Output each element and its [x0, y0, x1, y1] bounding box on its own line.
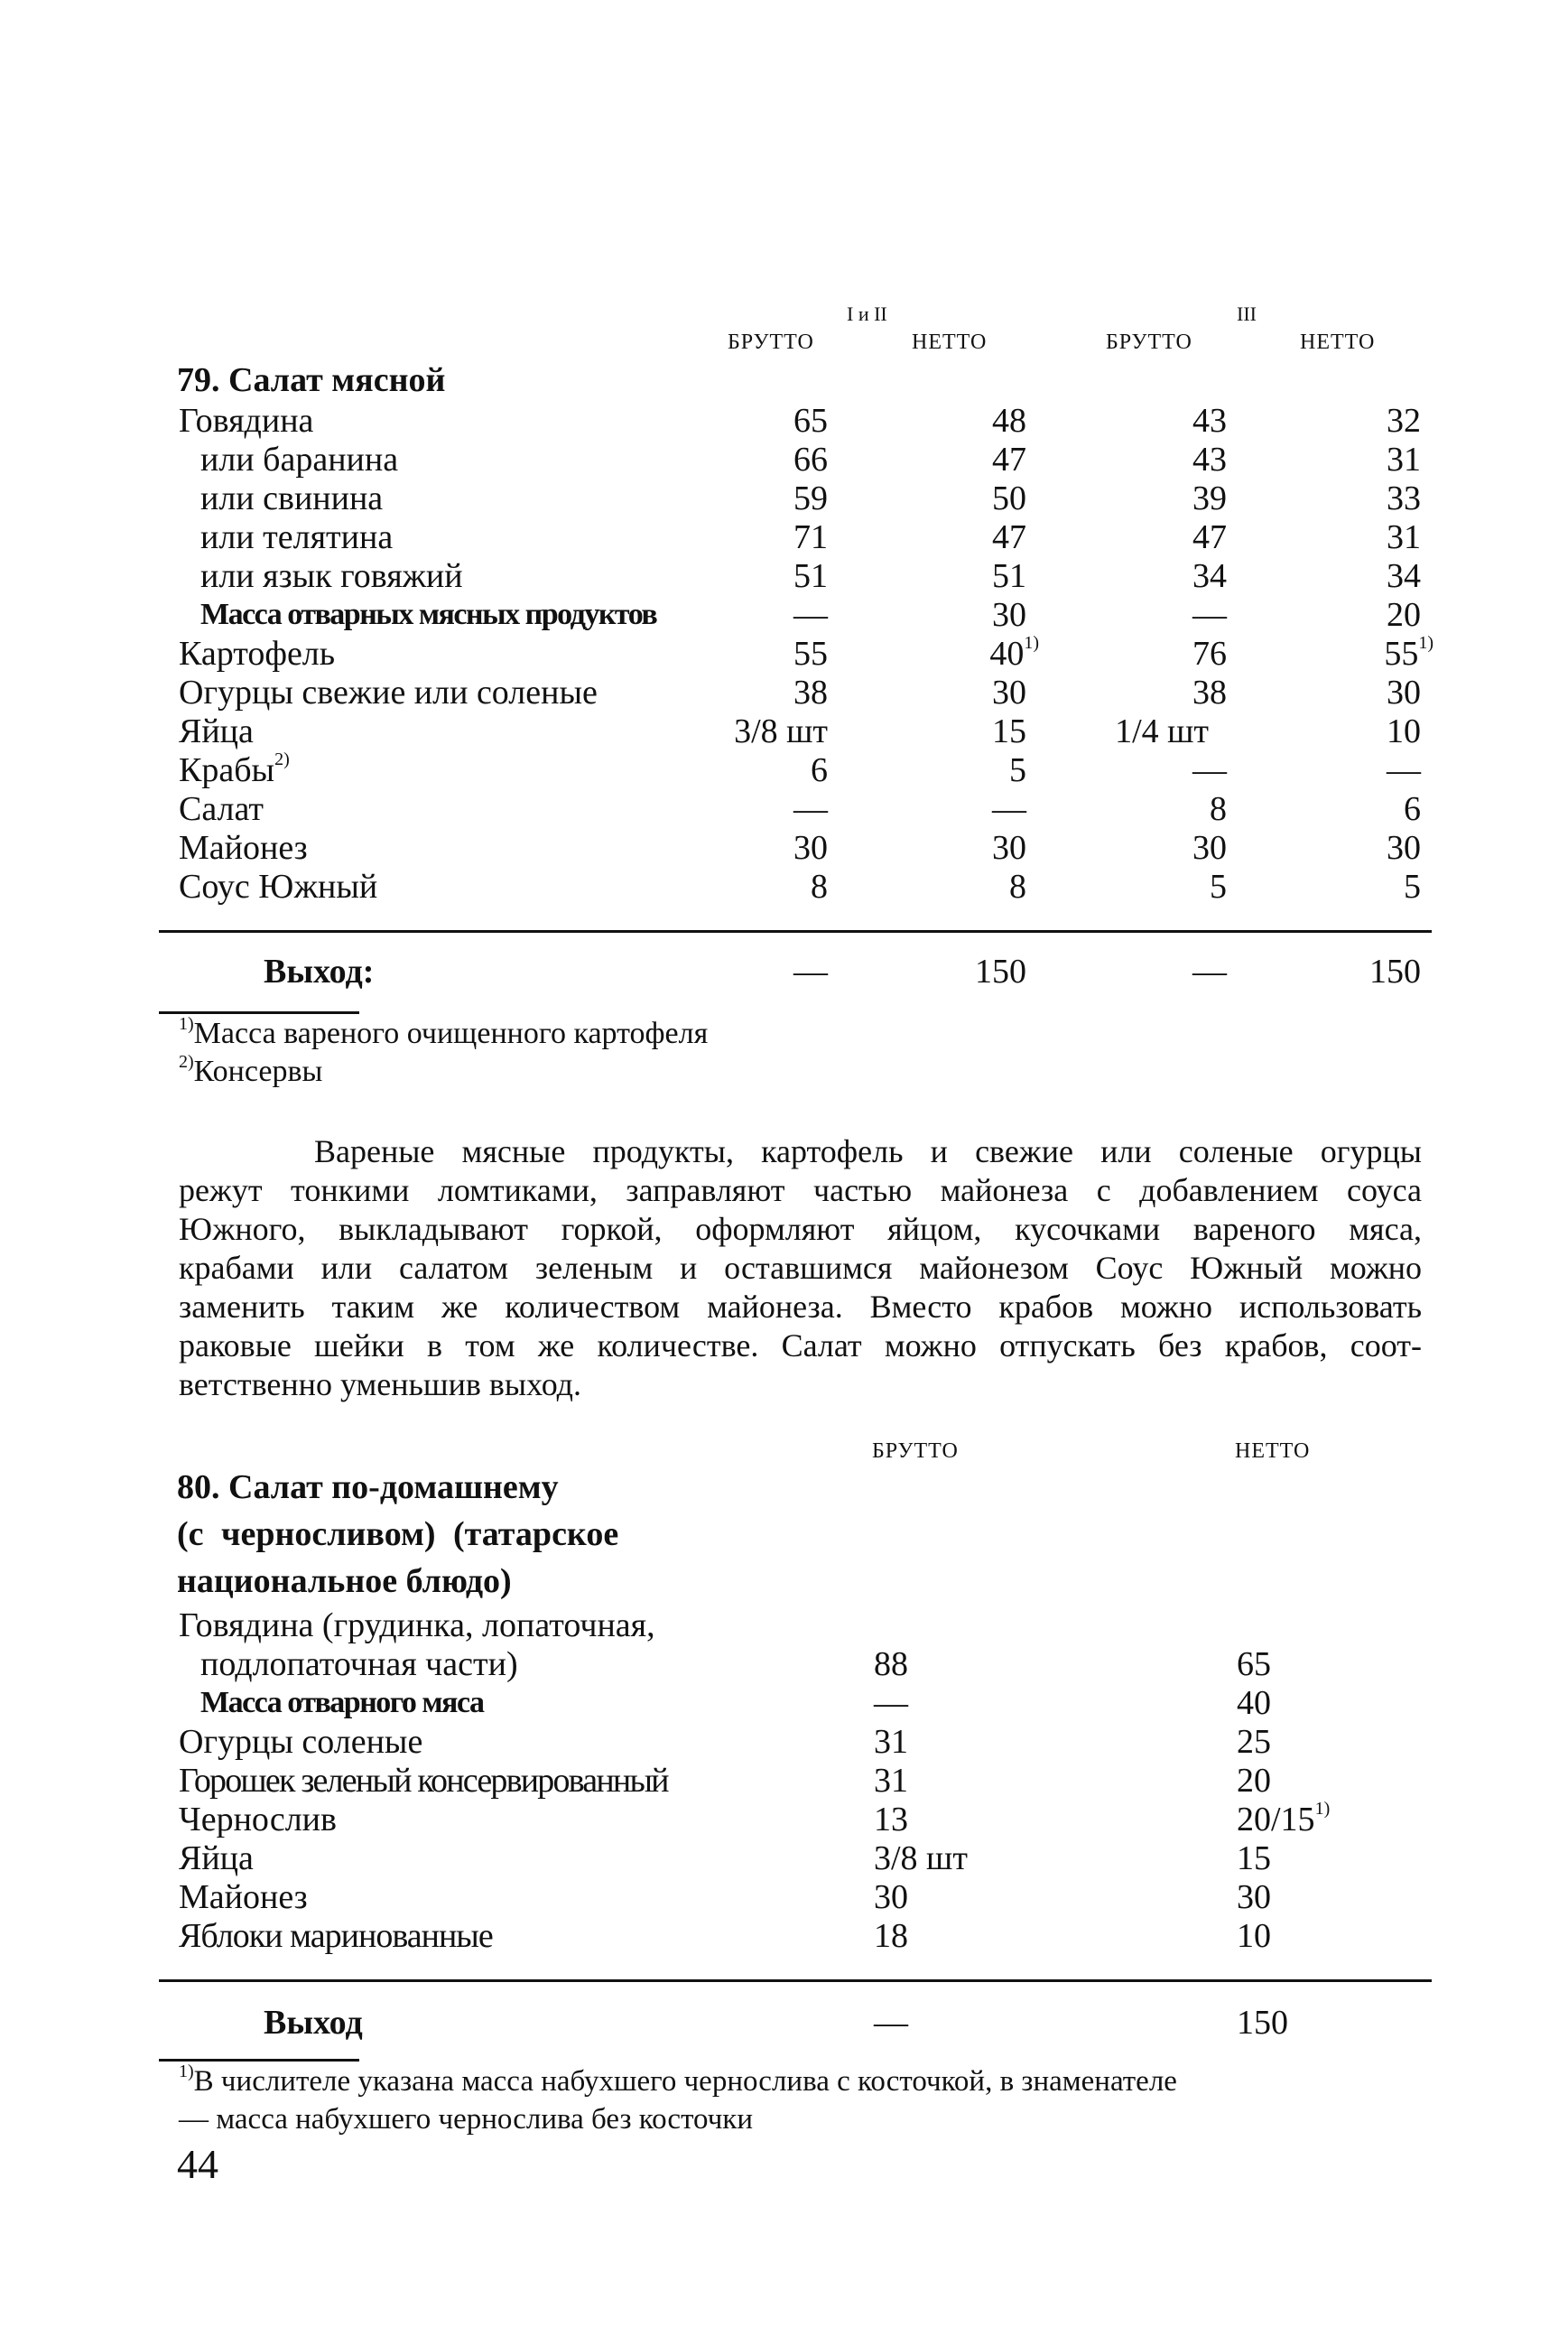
- footnote-ref: 1): [1418, 633, 1433, 653]
- yield-netto-1: 150: [975, 953, 1026, 991]
- recipe-title-line: 80. Салат по-домашнему: [177, 1468, 559, 1506]
- value-netto-2: 34: [1387, 557, 1421, 595]
- value-netto-2: 55$^{1)}$: [1384, 633, 1433, 673]
- footnote-ref: 1): [1024, 633, 1039, 653]
- value-brutto-1: 55: [793, 635, 828, 673]
- table-row: [0, 789, 1568, 829]
- table-rule: [159, 930, 1432, 933]
- ingredient-name: Горошек зеленый консервированный: [179, 1762, 668, 1800]
- column-group-1-2: I и II: [847, 303, 887, 325]
- value-brutto: 13: [874, 1801, 908, 1838]
- table-row: [0, 1800, 1568, 1839]
- ingredient-name: Масса отварного мяса: [200, 1686, 484, 1719]
- table-row: [0, 867, 1568, 907]
- value-netto-1: 5: [1009, 751, 1026, 789]
- footnote: $^{1)}$В числителе указана масса набухшего чернослива с косточкой, в знаменателе: [179, 2062, 1177, 2098]
- paragraph-line: ветственно уменьшив выход.: [179, 1366, 581, 1402]
- value-brutto-1: 59: [793, 479, 828, 517]
- value-netto: 20/15$^{1)}$: [1237, 1799, 1331, 1838]
- column-header-brutto-2: БРУТТО: [1106, 330, 1192, 354]
- value-netto-2: 20: [1387, 596, 1421, 634]
- value-brutto-1: 8: [811, 868, 828, 906]
- table-row: [0, 517, 1568, 557]
- table-row: [0, 401, 1568, 441]
- footnote: $^{1)}$Масса вареного очищенного картофеля: [179, 1014, 709, 1050]
- column-header-netto-1: НЕТТО: [912, 330, 988, 354]
- paragraph-line: режут тонкими ломтиками, заправляют частью майонеза с добавлением соуса: [179, 1172, 1422, 1208]
- value-netto-1: 8: [1009, 868, 1026, 906]
- column-header-netto: НЕТТО: [1235, 1439, 1311, 1463]
- value-netto-1: 51: [992, 557, 1026, 595]
- table-row: [0, 479, 1568, 518]
- value-brutto-2: —: [1192, 751, 1227, 789]
- column-header-netto-2: НЕТТО: [1300, 330, 1376, 354]
- table-rule: [159, 1979, 1432, 1982]
- table-row: [0, 440, 1568, 479]
- value-brutto: 3/8 шт: [874, 1839, 968, 1877]
- ingredient-name: Картофель: [179, 635, 336, 673]
- footnote-ref: 2): [274, 749, 290, 769]
- value-netto: 40: [1237, 1684, 1271, 1722]
- recipe-title-line: национальное блюдо): [177, 1562, 512, 1600]
- table-row: [0, 1877, 1568, 1917]
- yield-label: Выход:: [264, 953, 375, 991]
- value-brutto-2: 39: [1192, 479, 1227, 517]
- value-netto: 15: [1237, 1839, 1271, 1877]
- ingredient-name: Яйца: [179, 1839, 254, 1877]
- value-netto-1: 47: [992, 441, 1026, 479]
- value-brutto: 18: [874, 1917, 908, 1955]
- ingredient-name: подлопаточная части): [200, 1645, 518, 1683]
- value-brutto-2: 34: [1192, 557, 1227, 595]
- value-netto: 25: [1237, 1723, 1271, 1761]
- value-brutto-2: 5: [1210, 868, 1227, 906]
- table-row: [0, 1838, 1568, 1878]
- value-netto-2: 5: [1404, 868, 1421, 906]
- ingredient-name: или баранина: [200, 441, 399, 479]
- value-netto-1: —: [992, 790, 1026, 828]
- paragraph-line: заменить таким же количеством майонеза. Вместо крабов можно использовать: [179, 1289, 1422, 1325]
- ingredient-name: Чернослив: [179, 1801, 337, 1838]
- table-row: [0, 712, 1568, 751]
- value-netto-1: 47: [992, 518, 1026, 556]
- table-row: [0, 1761, 1568, 1801]
- value-brutto-1: 6: [811, 751, 828, 789]
- paragraph-line: Вареные мясные продукты, картофель и свежие или соленые огурцы: [314, 1133, 1422, 1169]
- yield-row: [0, 952, 1568, 991]
- yield-row: [0, 2003, 1568, 2043]
- value-netto: 65: [1237, 1645, 1271, 1683]
- value-netto-1: 30: [992, 596, 1026, 634]
- table-row: [0, 828, 1568, 868]
- value-brutto-2: 43: [1192, 441, 1227, 479]
- yield-brutto-1: —: [793, 953, 828, 991]
- recipe-title-line: (с черносливом) (татарское: [177, 1515, 619, 1553]
- footnote-mark: 1): [179, 2062, 194, 2081]
- value-netto-1: 30: [992, 674, 1026, 712]
- column-group-3: III: [1237, 303, 1257, 325]
- value-brutto-2: 43: [1192, 402, 1227, 440]
- recipe-description: [179, 1132, 1422, 1404]
- value-netto-1: 50: [992, 479, 1026, 517]
- value-netto-2: 31: [1387, 518, 1421, 556]
- value-netto-2: 32: [1387, 402, 1421, 440]
- ingredient-name: Яйца: [179, 712, 254, 750]
- value-netto-2: 30: [1387, 674, 1421, 712]
- value-brutto-1: 30: [793, 829, 828, 867]
- yield-brutto: —: [874, 2004, 908, 2042]
- column-header-brutto: БРУТТО: [872, 1439, 959, 1463]
- value-brutto: 31: [874, 1762, 908, 1800]
- value-brutto-2: 38: [1192, 674, 1227, 712]
- value-netto-1: 15: [992, 712, 1026, 750]
- value-netto-2: 10: [1387, 712, 1421, 750]
- footnote-mark: 2): [179, 1052, 194, 1072]
- value-brutto-1: —: [793, 596, 828, 634]
- value-brutto-1: 51: [793, 557, 828, 595]
- yield-label: Выход: [264, 2004, 363, 2042]
- value-brutto: 31: [874, 1723, 908, 1761]
- footnote: $^{2)}$Консервы: [179, 1052, 323, 1088]
- value-brutto-1: 71: [793, 518, 828, 556]
- ingredient-name: Масса отварных мясных продуктов: [200, 598, 657, 631]
- paragraph-line: крабами или салатом зеленым и оставшимся майонезом Соус Южный можно: [179, 1250, 1422, 1286]
- footnote: — масса набухшего чернослива без косточки: [179, 2103, 753, 2136]
- value-netto-2: 30: [1387, 829, 1421, 867]
- ingredient-name: Яблоки маринованные: [179, 1917, 493, 1955]
- yield-netto-2: 150: [1369, 953, 1421, 991]
- page-number: 44: [177, 2141, 218, 2187]
- paragraph-line: раковые шейки в том же количестве. Салат можно отпускать без крабов, соот-: [179, 1327, 1422, 1364]
- table-row: [0, 1644, 1568, 1684]
- paragraph-line: Южного, выкладывают горкой, оформляют яйцом, кусочками вареного мяса,: [179, 1211, 1422, 1247]
- value-netto-2: —: [1387, 751, 1421, 789]
- footnote-mark: 1): [179, 1014, 194, 1034]
- value-brutto-2: 1/4 шт: [1115, 712, 1209, 750]
- table-row: [0, 1606, 1568, 1645]
- ingredient-name: Говядина: [179, 402, 314, 440]
- ingredient-name: Салат: [179, 790, 264, 828]
- table-row: [0, 1916, 1568, 1956]
- table-row: [0, 673, 1568, 712]
- ingredient-name: или телятина: [200, 518, 394, 556]
- ingredient-name: или язык говяжий: [200, 557, 463, 595]
- yield-netto: 150: [1237, 2004, 1288, 2042]
- value-netto-2: 31: [1387, 441, 1421, 479]
- value-brutto-2: —: [1192, 596, 1227, 634]
- value-netto-1: 40$^{1)}$: [989, 633, 1039, 673]
- value-brutto-1: 65: [793, 402, 828, 440]
- table-row: [0, 750, 1568, 790]
- value-brutto-1: 66: [793, 441, 828, 479]
- value-netto: 30: [1237, 1878, 1271, 1916]
- ingredient-name: Майонез: [179, 829, 308, 867]
- table-row: [0, 556, 1568, 596]
- table-row: [0, 595, 1568, 635]
- value-brutto: —: [874, 1684, 908, 1722]
- value-netto-2: 6: [1404, 790, 1421, 828]
- ingredient-name: Огурцы соленые: [179, 1723, 423, 1761]
- ingredient-name: Огурцы свежие или соленые: [179, 674, 598, 712]
- value-brutto: 88: [874, 1645, 908, 1683]
- table-row: [0, 1683, 1568, 1723]
- value-brutto-2: 76: [1192, 635, 1227, 673]
- value-brutto-1: 38: [793, 674, 828, 712]
- ingredient-name: Говядина (грудинка, лопаточная,: [179, 1606, 655, 1644]
- value-brutto-2: 47: [1192, 518, 1227, 556]
- value-netto: 10: [1237, 1917, 1271, 1955]
- ingredient-name: или свинина: [200, 479, 384, 517]
- ingredient-name: Майонез: [179, 1878, 308, 1916]
- ingredient-name: Соус Южный: [179, 868, 378, 906]
- value-brutto-1: —: [793, 790, 828, 828]
- recipe-title: 79. Салат мясной: [177, 361, 446, 399]
- table-row: [0, 1722, 1568, 1762]
- value-netto-2: 33: [1387, 479, 1421, 517]
- column-header-brutto-1: БРУТТО: [728, 330, 814, 354]
- value-brutto-2: 8: [1210, 790, 1227, 828]
- value-brutto-2: 30: [1192, 829, 1227, 867]
- footnote-ref: 1): [1314, 1799, 1331, 1819]
- table-row: [0, 634, 1568, 674]
- value-brutto: 30: [874, 1878, 908, 1916]
- value-netto-1: 48: [992, 402, 1026, 440]
- value-netto: 20: [1237, 1762, 1271, 1800]
- value-brutto-1: 3/8 шт: [734, 712, 828, 750]
- ingredient-name: Крабы$^{2)}$: [179, 749, 290, 789]
- value-netto-1: 30: [992, 829, 1026, 867]
- yield-brutto-2: —: [1192, 953, 1227, 991]
